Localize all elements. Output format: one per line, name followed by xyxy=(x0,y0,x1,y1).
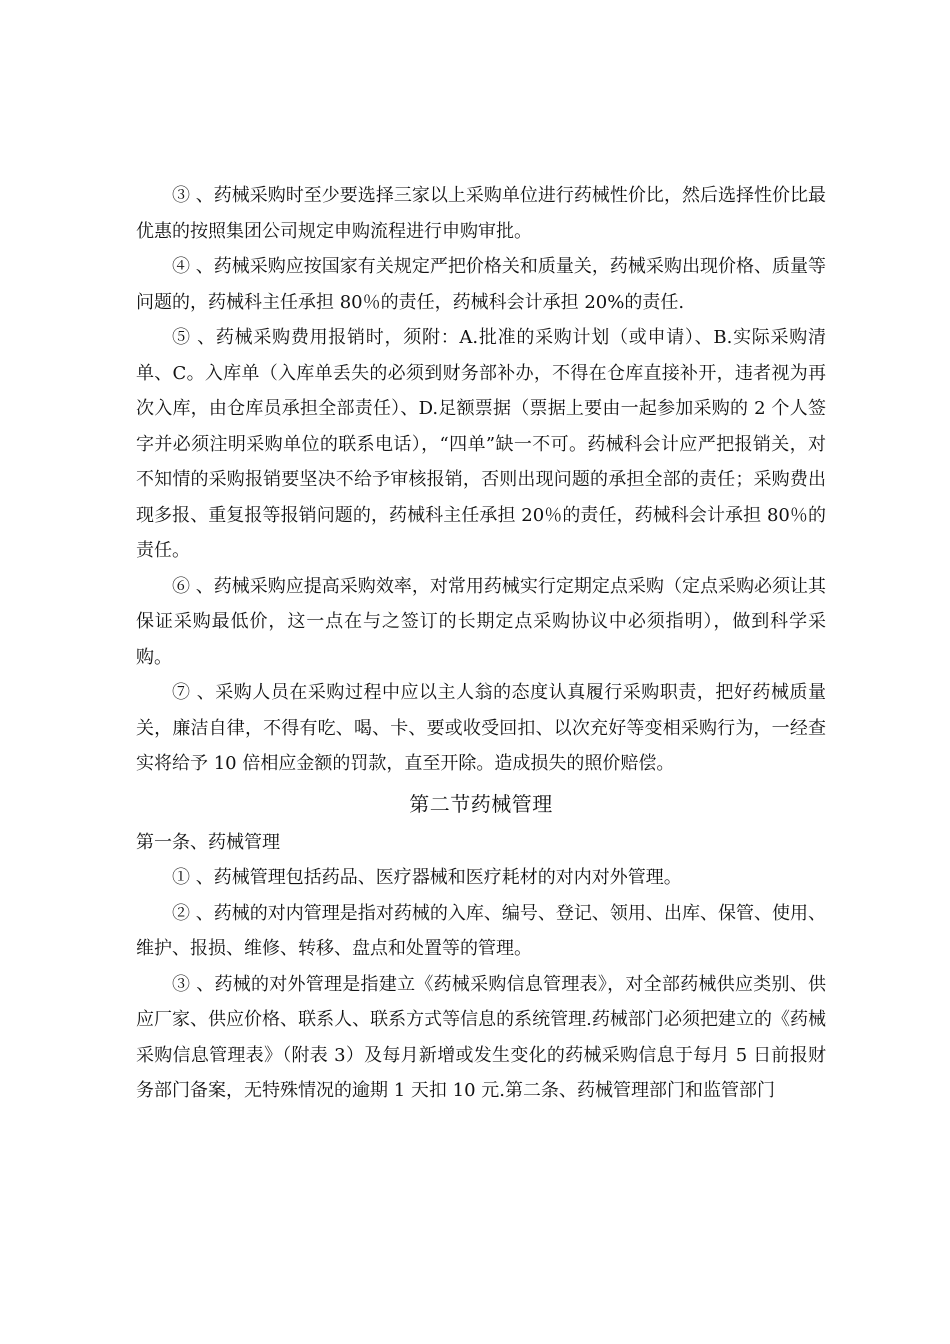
paragraph-item-7-conduct: ⑦ 、采购人员在采购过程中应以主人翁的态度认真履行采购职责，把好药械质量关，廉洁自律，不得有吃、喝、卡、要或收受回扣、以次充好等变相采购行为，一经查实将给予 10 倍相应金额的罚款，直至开除。造成损失的照价赔偿。 xyxy=(136,682,826,774)
paragraph-internal-management: ② 、药械的对内管理是指对药械的入库、编号、登记、领用、出库、保管、使用、维护、报损、维修、转移、盘点和处置等的管理。 xyxy=(136,902,826,959)
paragraph-item-5-reimbursement: ⑤ 、药械采购费用报销时，须附：A.批准的采购计划（或申请）、B.实际采购清单、C。入库单（入库单丢失的必须到财务部补办，不得在仓库直接补开，违者视为再次入库，由仓库员承担全部责任）、D.足额票据（票据上要由一起参加采购的 2 个人签字并必须注明采购单位的联系电话），“四单”缺一不可。药械科会计应严把报销关，对不知情的采购报销要坚决不给予审核报销，否则出现问题的承担全部的责任；采购费出现多报、重复报等报销问题的，药械科主任承担 20％的责任，药械科会计承担 80％的责任。 xyxy=(136,327,826,561)
document-body xyxy=(136,178,826,1109)
paragraph-management-scope: ① 、药械管理包括药品、医疗器械和医疗耗材的对内对外管理。 xyxy=(172,867,682,888)
article-heading: 第一条、药械管理 xyxy=(136,831,280,853)
paragraph-external-management: ③ 、药械的对外管理是指建立《药械采购信息管理表》，对全部药械供应类别、供应厂家、供应价格、联系人、联系方式等信息的系统管理.药械部门必须把建立的《药械采购信息管理表》（附表 3）及每月新增或发生变化的药械采购信息于每月 5 日前报财务部门备案，无特殊情况的逾期 1 天扣 10 元.第二条、药械管理部门和监管部门 xyxy=(136,973,826,1101)
paragraph-item-4-quality-control: ④ 、药械采购应按国家有关规定严把价格关和质量关，药械采购出现价格、质量等问题的，药械科主任承担 80％的责任，药械科会计承担 20%的责任. xyxy=(136,256,826,313)
paragraph-item-6-efficiency: ⑥ 、药械采购应提高采购效率，对常用药械实行定期定点采购（定点采购必须让其保证采购最低价，这一点在与之签订的长期定点采购协议中必须指明），做到科学采购。 xyxy=(136,575,826,668)
section-title: 第二节药械管理 xyxy=(409,791,553,816)
paragraph-item-3-price-comparison: ③ 、药械采购时至少要选择三家以上采购单位进行药械性价比，然后选择性价比最优惠的按照集团公司规定申购流程进行申购审批。 xyxy=(136,185,826,242)
